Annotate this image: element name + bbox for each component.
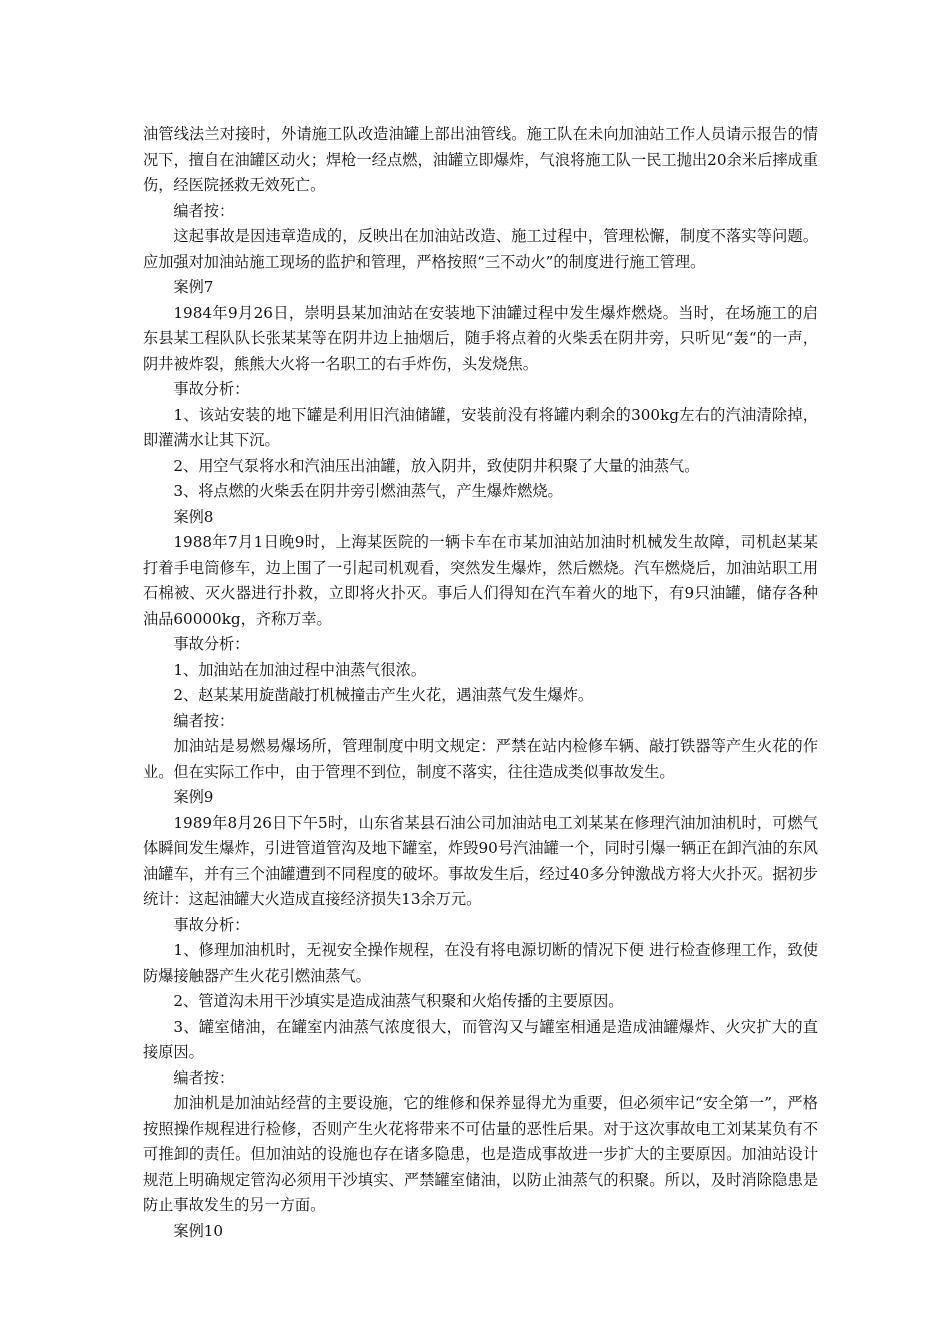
paragraph: 事故分析： xyxy=(173,915,250,934)
paragraph: 这起事故是因违章造成的，反映出在加油站改造、施工过程中，管理松懈，制度不落实等问题。应加强对加油站施工现场的监护和管理，严格按照“三不动火”的制度进行施工管理。 xyxy=(143,227,818,271)
paragraph: 1988年7月1日晚9时，上海某医院的一辆卡车在市某加油站加油时机械发生故障，司机赵某某打着手电筒修车，边上围了一引起司机观看，突然发生爆炸，然后燃烧。汽车燃烧后，加油站职工用石棉被、灭火器进行扑救，立即将火扑灭。事后人们得知在汽车着火的地下，有9只油罐，储存各种油品60000kg，齐称万幸。 xyxy=(143,533,818,628)
paragraph: 加油站是易燃易爆场所，管理制度中明文规定：严禁在站内检修车辆、敲打铁器等产生火花的作业。但在实际工作中，由于管理不到位，制度不落实，往往造成类似事故发生。 xyxy=(143,737,818,781)
paragraph: 事故分析： xyxy=(173,380,250,398)
paragraph: 油管线法兰对接时，外请施工队改造油罐上部出油管线。施工队在未向加油站工作人员请示报告的情况下，擅自在油罐区动火；焊枪一经点燃，油罐立即爆炸，气浪将施工队一民工抛出20余米后摔成重伤，经医院拯救无效死亡。 xyxy=(143,125,818,194)
paragraph: 2、用空气泵将水和汽油压出油罐，放入阴井，致使阴井积聚了大量的油蒸气。 xyxy=(173,456,700,475)
case-heading: 案例8 xyxy=(173,507,214,526)
paragraph: 1、修理加油机时，无视安全操作规程，在没有将电源切断的情况下便 进行检查修理工作，致使防爆接触器产生火花引燃油蒸气。 xyxy=(143,941,818,985)
paragraph: 2、管道沟未用干沙填实是造成油蒸气积聚和火焰传播的主要原因。 xyxy=(173,992,624,1010)
case-heading: 案例10 xyxy=(173,1221,224,1240)
paragraph: 编者按： xyxy=(173,711,235,730)
paragraph: 1989年8月26日下午5时，山东省某县石油公司加油站电工刘某某在修理汽油加油机时，可燃气体瞬间发生爆炸，引进管道管沟及地下罐室，炸毁90号汽油罐一个，同时引爆一辆正在卸汽油的东风油罐车，并有三个油罐遭到不同程度的破坏。事故发生后，经过40多分钟激战方将大火扑灭。据初步统计：这起油罐大火造成直接经济损失13余万元。 xyxy=(143,813,818,908)
paragraph: 3、罐室储油，在罐室内油蒸气浓度很大，而管沟又与罐室相通是造成油罐爆炸、火灾扩大的直接原因。 xyxy=(143,1017,818,1061)
case-heading: 案例9 xyxy=(173,788,214,806)
paragraph: 编者按： xyxy=(173,1068,235,1087)
paragraph: 3、将点燃的火柴丢在阴井旁引燃油蒸气，产生爆炸燃烧。 xyxy=(173,482,563,500)
paragraph: 1、该站安装的地下罐是利用旧汽油储罐，安装前没有将罐内剩余的300kg左右的汽油清除掉，即灌满水让其下沉。 xyxy=(143,405,818,449)
document-body xyxy=(143,122,818,1244)
paragraph: 事故分析： xyxy=(173,635,250,653)
paragraph: 2、赵某某用旋凿敲打机械撞击产生火花，遇油蒸气发生爆炸。 xyxy=(173,686,594,704)
paragraph: 1、加油站在加油过程中油蒸气很浓。 xyxy=(173,660,427,679)
case-heading: 案例7 xyxy=(173,278,214,296)
paragraph: 1984年9月26日，崇明县某加油站在安装地下油罐过程中发生爆炸燃烧。当时，在场施工的启东县某工程队队长张某某等在阴井边上抽烟后，随手将点着的火柴丢在阴井旁，只听见“轰“的一声，阴井被炸裂，熊熊大火将一名职工的右手炸伤，头发烧焦。 xyxy=(143,303,818,373)
paragraph: 编者按： xyxy=(173,201,235,220)
paragraph: 加油机是加油站经营的主要设施，它的维修和保养显得尤为重要，但必须牢记“安全第一”，严格按照操作规程进行检修，否则产生火花将带来不可估量的恶性后果。对于这次事故电工刘某某负有不可推卸的责任。但加油站的设施也存在诸多隐患，也是造成事故进一步扩大的主要原因。加油站设计规范上明确规定管沟必须用干沙填实、严禁罐室储油，以防止油蒸气的积聚。所以，及时消除隐患是防止事故发生的另一方面。 xyxy=(143,1094,818,1214)
